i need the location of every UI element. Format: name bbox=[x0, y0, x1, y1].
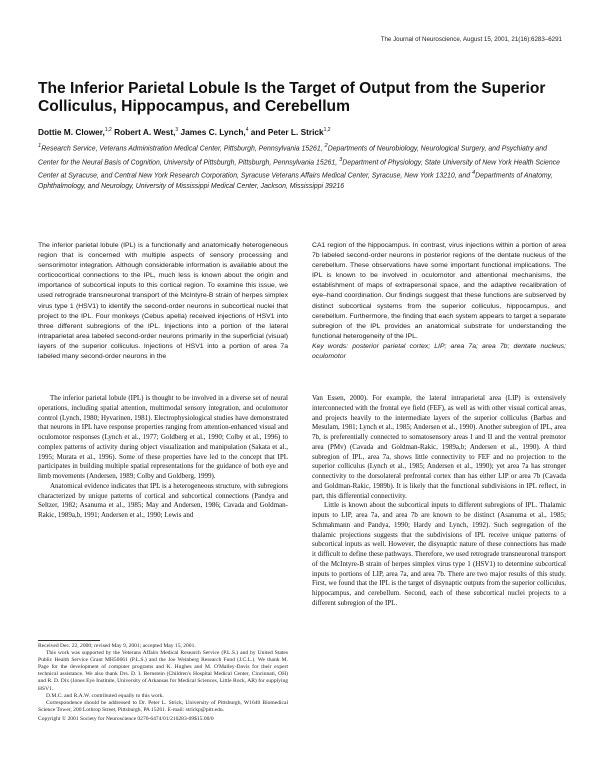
abstract-text-right: CA1 region of the hippocampus. In contrast, virus injections within a portion of area 7b labeled second-order neurons in posterior regions of the dentate nucleus of the cerebellum. These observations have some important functional implications. The IPL is known to be involved in oculomotor and attentional mechanisms, the establishment of maps of extrapersonal space, and the adaptive recalibration of eye–hand coordination. Our findings suggest that these functions are subserved by distinct subcortical systems from the superior colliculus, hippocampus, and cerebellum. Furthermore, the finding that each system appears to target a separate subregion of the IPL provides an anatomical substrate for understanding the functional heterogeneity of the IPL. bbox=[312, 242, 566, 340]
body-paragraph: Little is known about the subcortical inputs to different subregions of IPL. Thalamic inputs to LIP, area 7a, and area 7b are known to be distinct (Asanuma et al., 1985; Schmahmann and Pandya, 1990; Hardy and Lynch, 1992). Such segregation of the thalamic projections suggests that the subdivisions of IPL receive unique patterns of subcortical inputs as well. However, the disynaptic nature of these connections has made it difficult to define these pathways. Therefore, we used retrograde transneuronal transport of the McIntyre-B strain of herpes simplex virus type 1 (HSV1) to determine subcortical inputs to portions of LIP, area 7a, and area 7b. There are two major results of this study. First, we found that the IPL is the target of disynaptic outputs from the superior colliculus, hippocampus, and cerebellum. Second, each of these subcortical nuclei projects to a different subregion of the IPL. bbox=[312, 501, 566, 607]
author-1: Dottie M. Clower,$^{1,2}$ bbox=[38, 127, 112, 137]
body-column-right bbox=[312, 394, 566, 609]
author-2: Robert A. West,$^3$ bbox=[114, 127, 179, 137]
abstract-text-left: The inferior parietal lobule (IPL) is a functionally and anatomically heterogeneous region that is concerned with multiple aspects of sensory processing and sensorimotor integration. Although considerable information is available about the corticocortical connections to the IPL, much less is known about the origin and importance of subcortical inputs to this cortical region. To examine this issue, we used retrograde transneuronal transport of the McIntyre-B strain of herpes simplex virus type 1 (HSV1) to identify the second-order neurons in subcortical nuclei that project to the IPL. Four monkeys (Cebus apella) received injections of HSV1 into three different subregions of the IPL. Injections into a portion of the lateral intraparietal area labeled second-order neurons primarily in the superficial (visual) layers of the superior colliculus. Injections of HSV1 into a portion of area 7a labeled many second-order neurons in the bbox=[38, 242, 288, 361]
footnote-copyright: Copyright © 2001 Society for Neuroscience 0270-6474/01/216283-09$15.00/0 bbox=[38, 715, 214, 722]
body-paragraph: Van Essen, 2000). For example, the lateral intraparietal area (LIP) is extensively interconnected with the frontal eye field (FEF), as well as with other visual cortical areas, and projects heavily to the intermediate layers of the superior colliculus (Barbas and Mesulam, 1981; Lynch et al., 1985; Andersen et al., 1990). Another subregion of IPL, area 7b, is preferentially connected to somatosensory areas I and II and the ventral premotor area (PMv) (Cavada and Goldman-Rakic, 1989a,b; Andersen et al., 1990). A third subregion of IPL, area 7a, shows little connectivity to FEF and no projection to the superior colliculus (Lynch et al., 1985; Andersen et al., 1990); yet area 7a has stronger connectivity to the dorsolateral prefrontal cortex than has either LIP or area 7b (Cavada and Goldman-Rakic, 1989b). It is likely that the functional subdivisions in IPL reflect, in part, this differential connectivity. bbox=[312, 394, 566, 500]
footnote-correspondence: Correspondence should be addressed to Dr. Peter L. Strick, University of Pittsburgh, W1640 Biomedical Science Tower, 200 Lothrop Street, Pittsburgh, PA 15261. E-mail: strickp@pitt.edu. bbox=[38, 699, 288, 713]
body-column-left bbox=[38, 394, 288, 521]
body-paragraph: Anatomical evidence indicates that IPL is a heterogeneous structure, with subregions characterized by unique patterns of cortical and subcortical connections (Pandya and Seltzer, 1982; Asanuma et al., 1985; May and Andersen, 1986; Cavada and Goldman-Rakic, 1989a,b, 1991; Andersen et al., 1990; Lewis and bbox=[38, 481, 288, 519]
author-3: James C. Lynch,$^4$ bbox=[180, 127, 249, 137]
affiliations: $^1$Research Service, Veterans Administration Medical Center, Pittsburgh, Pennsylvania 15261, $^2$Departments of Neurobiology, Neurological Surgery, and Psychiatry and Center for the Neural Basis of Cognition, University of Pittsburgh, Pittsburgh, Pennsylvania 15261, $^3$Department of Physiology, State University of New York Health Science Center at Syracuse, and Central New York Research Corporation, Syracuse Veterans Affairs Medical Center, Syracuse, New York 13210, and $^4$Departments of Anatomy, Ophthalmology, and Neurology, University of Mississippi Medical Center, Jackson, Mississippi 39216 bbox=[38, 143, 560, 190]
author-list bbox=[38, 127, 566, 137]
footnote-divider bbox=[38, 640, 100, 641]
author-4: and Peter L. Strick$^{1,2}$ bbox=[250, 127, 331, 137]
footnote-received: Received Dec. 22, 2000; revised May 9, 2001; accepted May 15, 2001. bbox=[38, 643, 196, 649]
body-paragraph: The inferior parietal lobule (IPL) is thought to be involved in a diverse set of neural operations, including spatial attention, multimodal sensory integration, and oculomotor control (Lynch, 1980; Hyvarinen, 1981). Electrophysiological studies have demonstrated that neurons in IPL have response properties ranging from attention-enhanced visual and oculomotor responses (Lynch et al., 1977; Goldberg et al., 1990; Colby et al., 1996) to complex patterns of activity during object visualization and manipulation (Sakata et al., 1995; Murata et al., 1996). Some of these properties have led to the concept that IPL participates in building multiple spatial representations for the guidance of both eye and limb movements (Andersen, 1989; Colby and Goldberg, 1999). bbox=[38, 394, 288, 480]
journal-header: The Journal of Neuroscience, August 15, 2001, 21(16):6283–6291 bbox=[380, 36, 562, 43]
abstract-column-left bbox=[38, 241, 288, 362]
footnote-equal-contribution: D.M.C. and R.A.W. contributed equally to this work. bbox=[46, 692, 164, 699]
keywords: Key words: posterior parietal cortex; LIP; area 7a; area 7b; dentate nucleus; oculomotor bbox=[312, 342, 566, 361]
abstract-column-right bbox=[312, 241, 566, 362]
footnote-support: This work was supported by the Veterans Affairs Medical Research Service (P.L.S.) and by United States Public Health Service Grant MH56661 (P.L.S.) and the Joe Weinberg Research Fund (J.C.L.). We thank M. Page for the development of computer programs and K. Hughes and M. O'Malley-Davis for their expert technical assistance. We also thank Drs. D. I. Bernstein (Children's Hospital Medical Center, Cincinnati, OH) and R. D. Dix (Jones Eye Institute, University of Arkansas for Medical Sciences, Little Rock, AR) for supplying HSV1. bbox=[38, 650, 288, 692]
footnotes bbox=[38, 643, 288, 723]
paper-title: The Inferior Parietal Lobule Is the Target of Output from the Superior Colliculus, Hippocampus, and Cerebellum bbox=[38, 80, 546, 115]
